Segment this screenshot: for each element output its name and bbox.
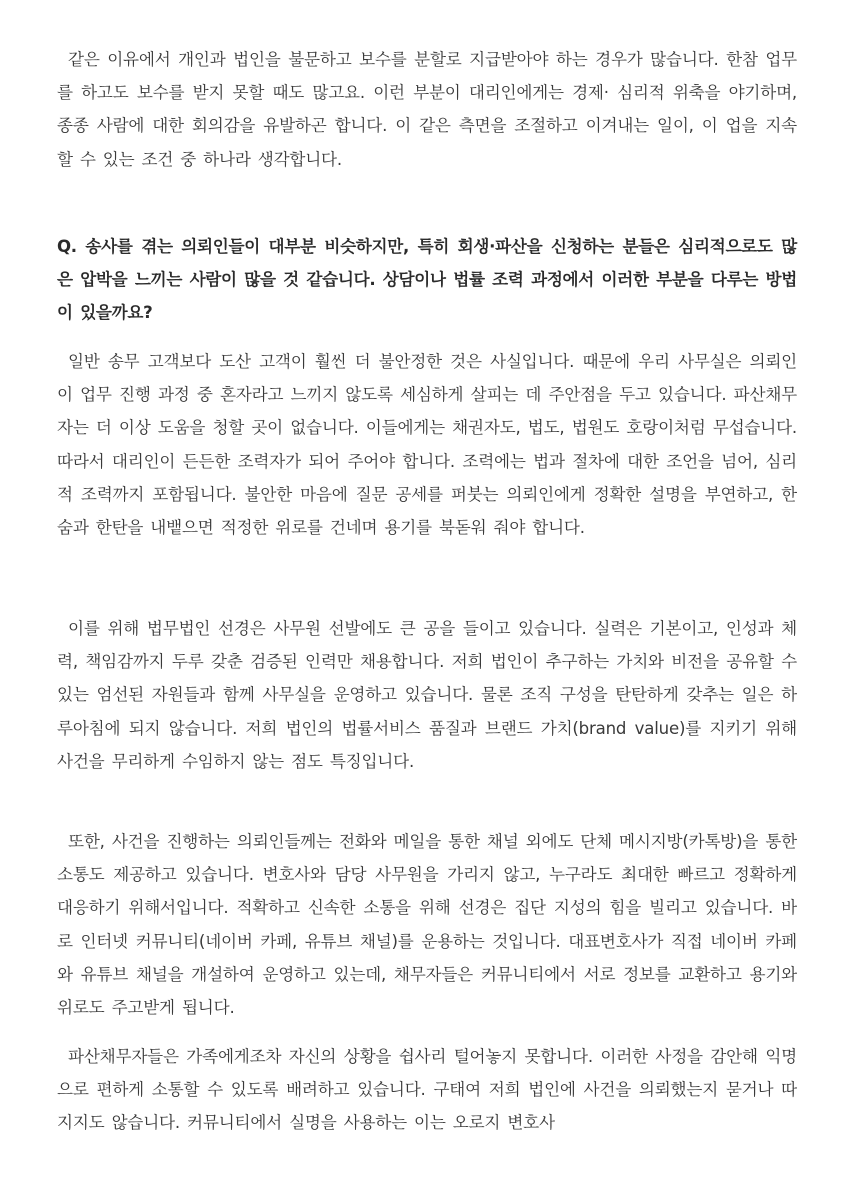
paragraph-communication-channels: 또한, 사건을 진행하는 의뢰인들께는 전화와 메일을 통한 채널 외에도 단체 메시지방(카톡방)을 통한 소통도 제공하고 있습니다. 변호사와 담당 사무원을 가리지 않고, 누구라도 최대한 빠르고 정확하게 대응하기 위해서입니다. 적확하고 신속한 소통을 위해 선경은 집단 지성의 힘을 빌리고 있습니다. 바로 인터넷 커뮤니티(네이버 카페, 유튜브 채널)를 운용하는 것입니다. 대표변호사가 직접 네이버 카페와 유튜브 채널을 개설하여 운영하고 있는데, 채무자들은 커뮤니티에서 서로 정보를 교환하고 용기와 위로도 주고받게 됩니다. [57, 832, 797, 1018]
paragraph-psychological-support: 일반 송무 고객보다 도산 고객이 훨씬 더 불안정한 것은 사실입니다. 때문에 우리 사무실은 의뢰인이 업무 진행 과정 중 혼자라고 느끼지 않도록 세심하게 살피는 데 주안점을 두고 있습니다. 파산채무자는 더 이상 도움을 청할 곳이 없습니다. 이들에게는 채권자도, 법도, 법원도 호랑이처럼 무섭습니다. 따라서 대리인이 든든한 조력자가 되어 주어야 합니다. 조력에는 법과 절차에 대한 조언을 넘어, 심리적 조력까지 포함됩니다. 불안한 마음에 질문 공세를 퍼붓는 의뢰인에게 정확한 설명을 부연하고, 한숨과 한탄을 내뱉으면 적정한 위로를 건네며 용기를 북돋워 줘야 합니다. [57, 352, 797, 538]
paragraph-anonymous-community: 파산채무자들은 가족에게조차 자신의 상황을 쉽사리 털어놓지 못합니다. 이러한 사정을 감안해 익명으로 편하게 소통할 수 있도록 배려하고 있습니다. 구태여 저희 법인에 사건을 의뢰했는지 묻거나 따지지도 않습니다. 커뮤니티에서 실명을 사용하는 이는 오로지 변호사 [57, 1047, 797, 1133]
paragraph-staff-selection: 이를 위해 법무법인 선경은 사무원 선발에도 큰 공을 들이고 있습니다. 실력은 기본이고, 인성과 체력, 책임감까지 두루 갖춘 검증된 인력만 채용합니다. 저희 법인이 추구하는 가치와 비전을 공유할 수 있는 엄선된 자원들과 함께 사무실을 운영하고 있습니다. 물론 조직 구성을 탄탄하게 갖추는 일은 하루아침에 되지 않습니다. 저희 법인의 법률서비스 품질과 브랜드 가치(brand value)를 지키기 위해 사건을 무리하게 수임하지 않는 점도 특징입니다. [57, 619, 797, 771]
paragraph-fee-installments: 같은 이유에서 개인과 법인을 불문하고 보수를 분할로 지급받아야 하는 경우가 많습니다. 한참 업무를 하고도 보수를 받지 못할 때도 많고요. 이런 부분이 대리인에게는 경제· 심리적 위축을 야기하며, 종종 사람에 대한 회의감을 유발하곤 합니다. 이 같은 측면을 조절하고 이겨내는 일이, 이 업을 지속할 수 있는 조건 중 하나라 생각합니다. [57, 50, 797, 169]
interview-question: Q. 송사를 겪는 의뢰인들이 대부분 비슷하지만, 특히 회생·파산을 신청하는 분들은 심리적으로도 많은 압박을 느끼는 사람이 많을 것 같습니다. 상담이나 법률 조력 과정에서 이러한 부분을 다루는 방법이 있을까요? [57, 237, 797, 323]
